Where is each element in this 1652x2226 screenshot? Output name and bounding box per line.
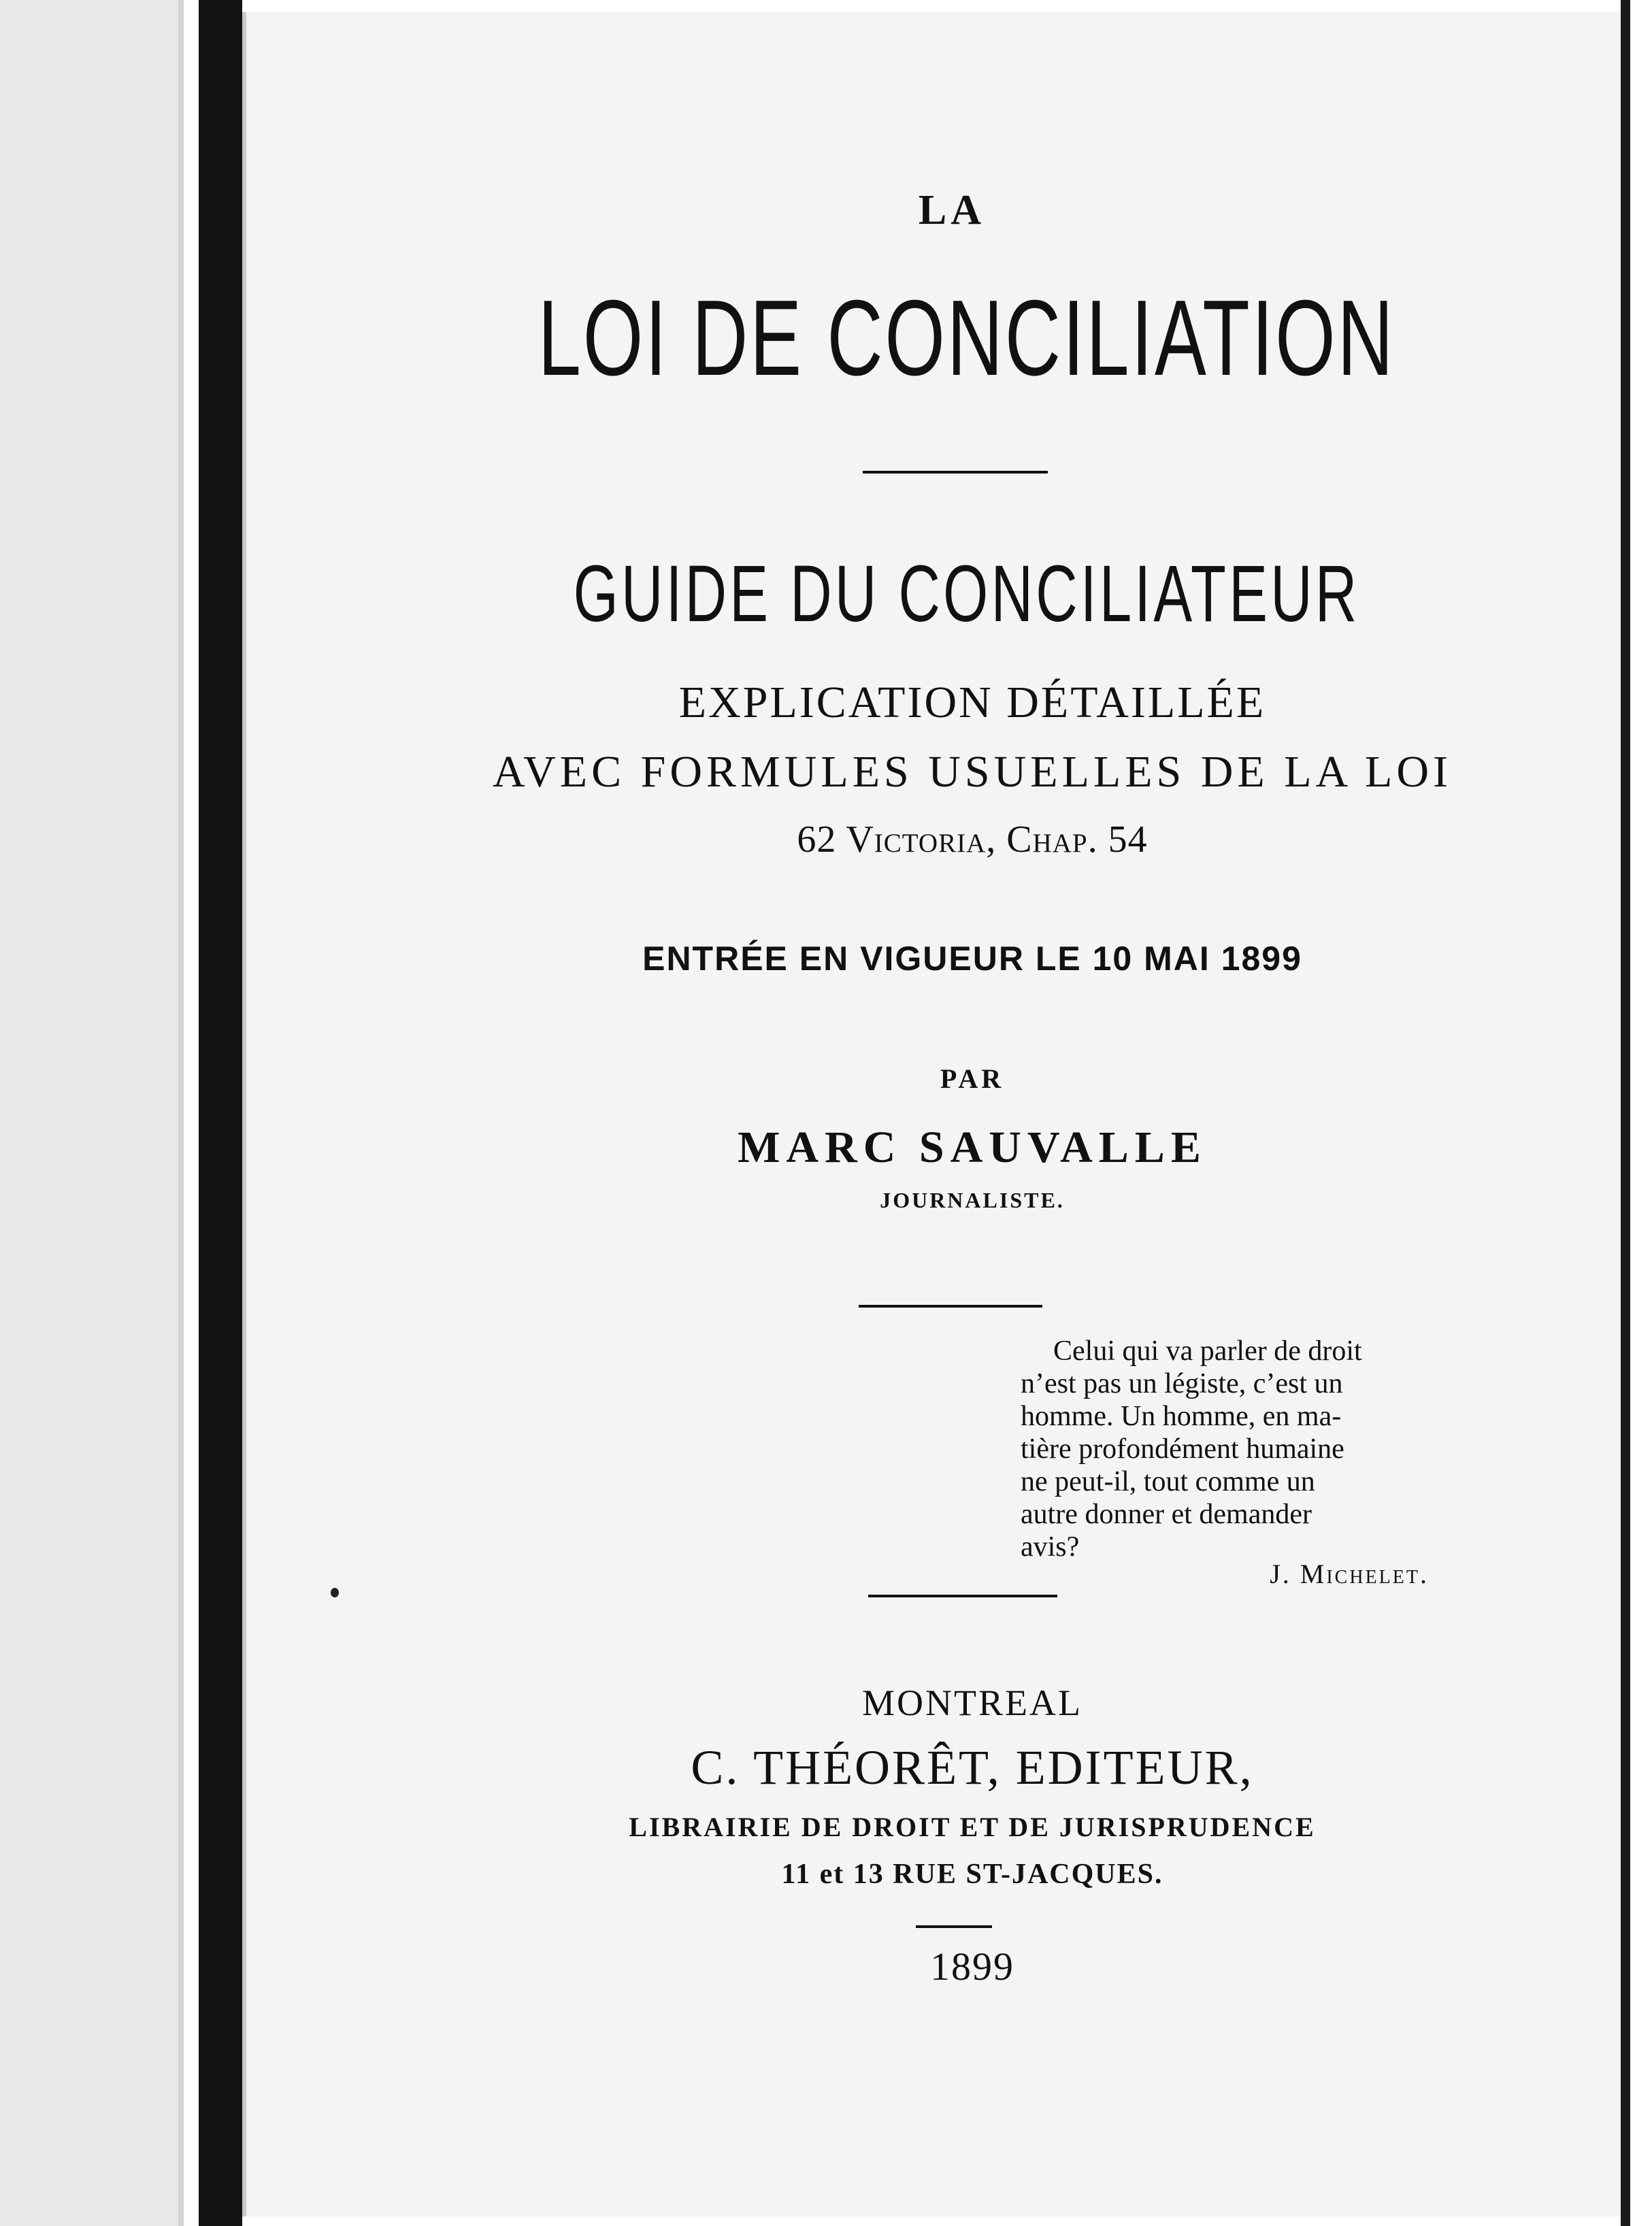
epigraph-rule-top — [859, 1305, 1042, 1308]
imprint-publisher: C. THÉORÊT, EDITEUR, — [691, 1740, 1254, 1795]
ink-speck — [331, 1588, 339, 1597]
book-subtitle: GUIDE DU CONCILIATEUR — [573, 549, 1360, 639]
epigraph-line: avis? — [1021, 1531, 1080, 1563]
gutter — [184, 0, 199, 2226]
effective-date: ENTRÉE EN VIGUEUR LE 10 MAI 1899 — [642, 940, 1302, 978]
book-title: LOI DE CONCILIATION — [538, 278, 1395, 398]
author-role: JOURNALISTE. — [880, 1188, 1065, 1212]
epigraph-line: ne peut-il, tout comme un — [1021, 1466, 1315, 1497]
facing-page-shadow — [178, 0, 184, 2226]
scan-margin — [1630, 0, 1652, 2226]
epigraph — [1021, 1335, 1471, 1563]
facing-page-edge — [0, 0, 184, 2226]
statute-reference: 62 Victoria, Chap. 54 — [797, 818, 1148, 861]
epigraph-rule-bottom — [868, 1595, 1057, 1597]
epigraph-line: n’est pas un légiste, c’est un — [1021, 1368, 1343, 1399]
imprint-address: 11 et 13 RUE ST-JACQUES. — [781, 1859, 1163, 1890]
title-rule — [863, 471, 1048, 474]
epigraph-line: tière profondément humaine — [1021, 1433, 1344, 1465]
epigraph-line: homme. Un homme, en ma- — [1021, 1401, 1342, 1432]
epigraph-attribution: J. Michelet. — [1270, 1559, 1429, 1589]
epigraph-line: autre donner et demander — [1021, 1499, 1312, 1530]
book-spine — [199, 0, 242, 2226]
explanation-line-1: EXPLICATION DÉTAILLÉE — [678, 678, 1266, 727]
by-line: PAR — [940, 1063, 1005, 1094]
explanation-line-2: AVEC FORMULES USUELLES DE LA LOI — [492, 747, 1452, 797]
imprint-city: MONTREAL — [862, 1682, 1083, 1723]
imprint-bookshop: LIBRAIRIE DE DROIT ET DE JURISPRUDENCE — [629, 1812, 1316, 1842]
page-right-edge — [1621, 0, 1630, 2226]
epigraph-line: Celui qui va parler de droit — [1053, 1335, 1362, 1367]
title-article: LA — [918, 187, 986, 233]
imprint-year: 1899 — [930, 1944, 1014, 1989]
year-rule — [916, 1925, 992, 1928]
author-name: MARC SAUVALLE — [738, 1123, 1207, 1172]
